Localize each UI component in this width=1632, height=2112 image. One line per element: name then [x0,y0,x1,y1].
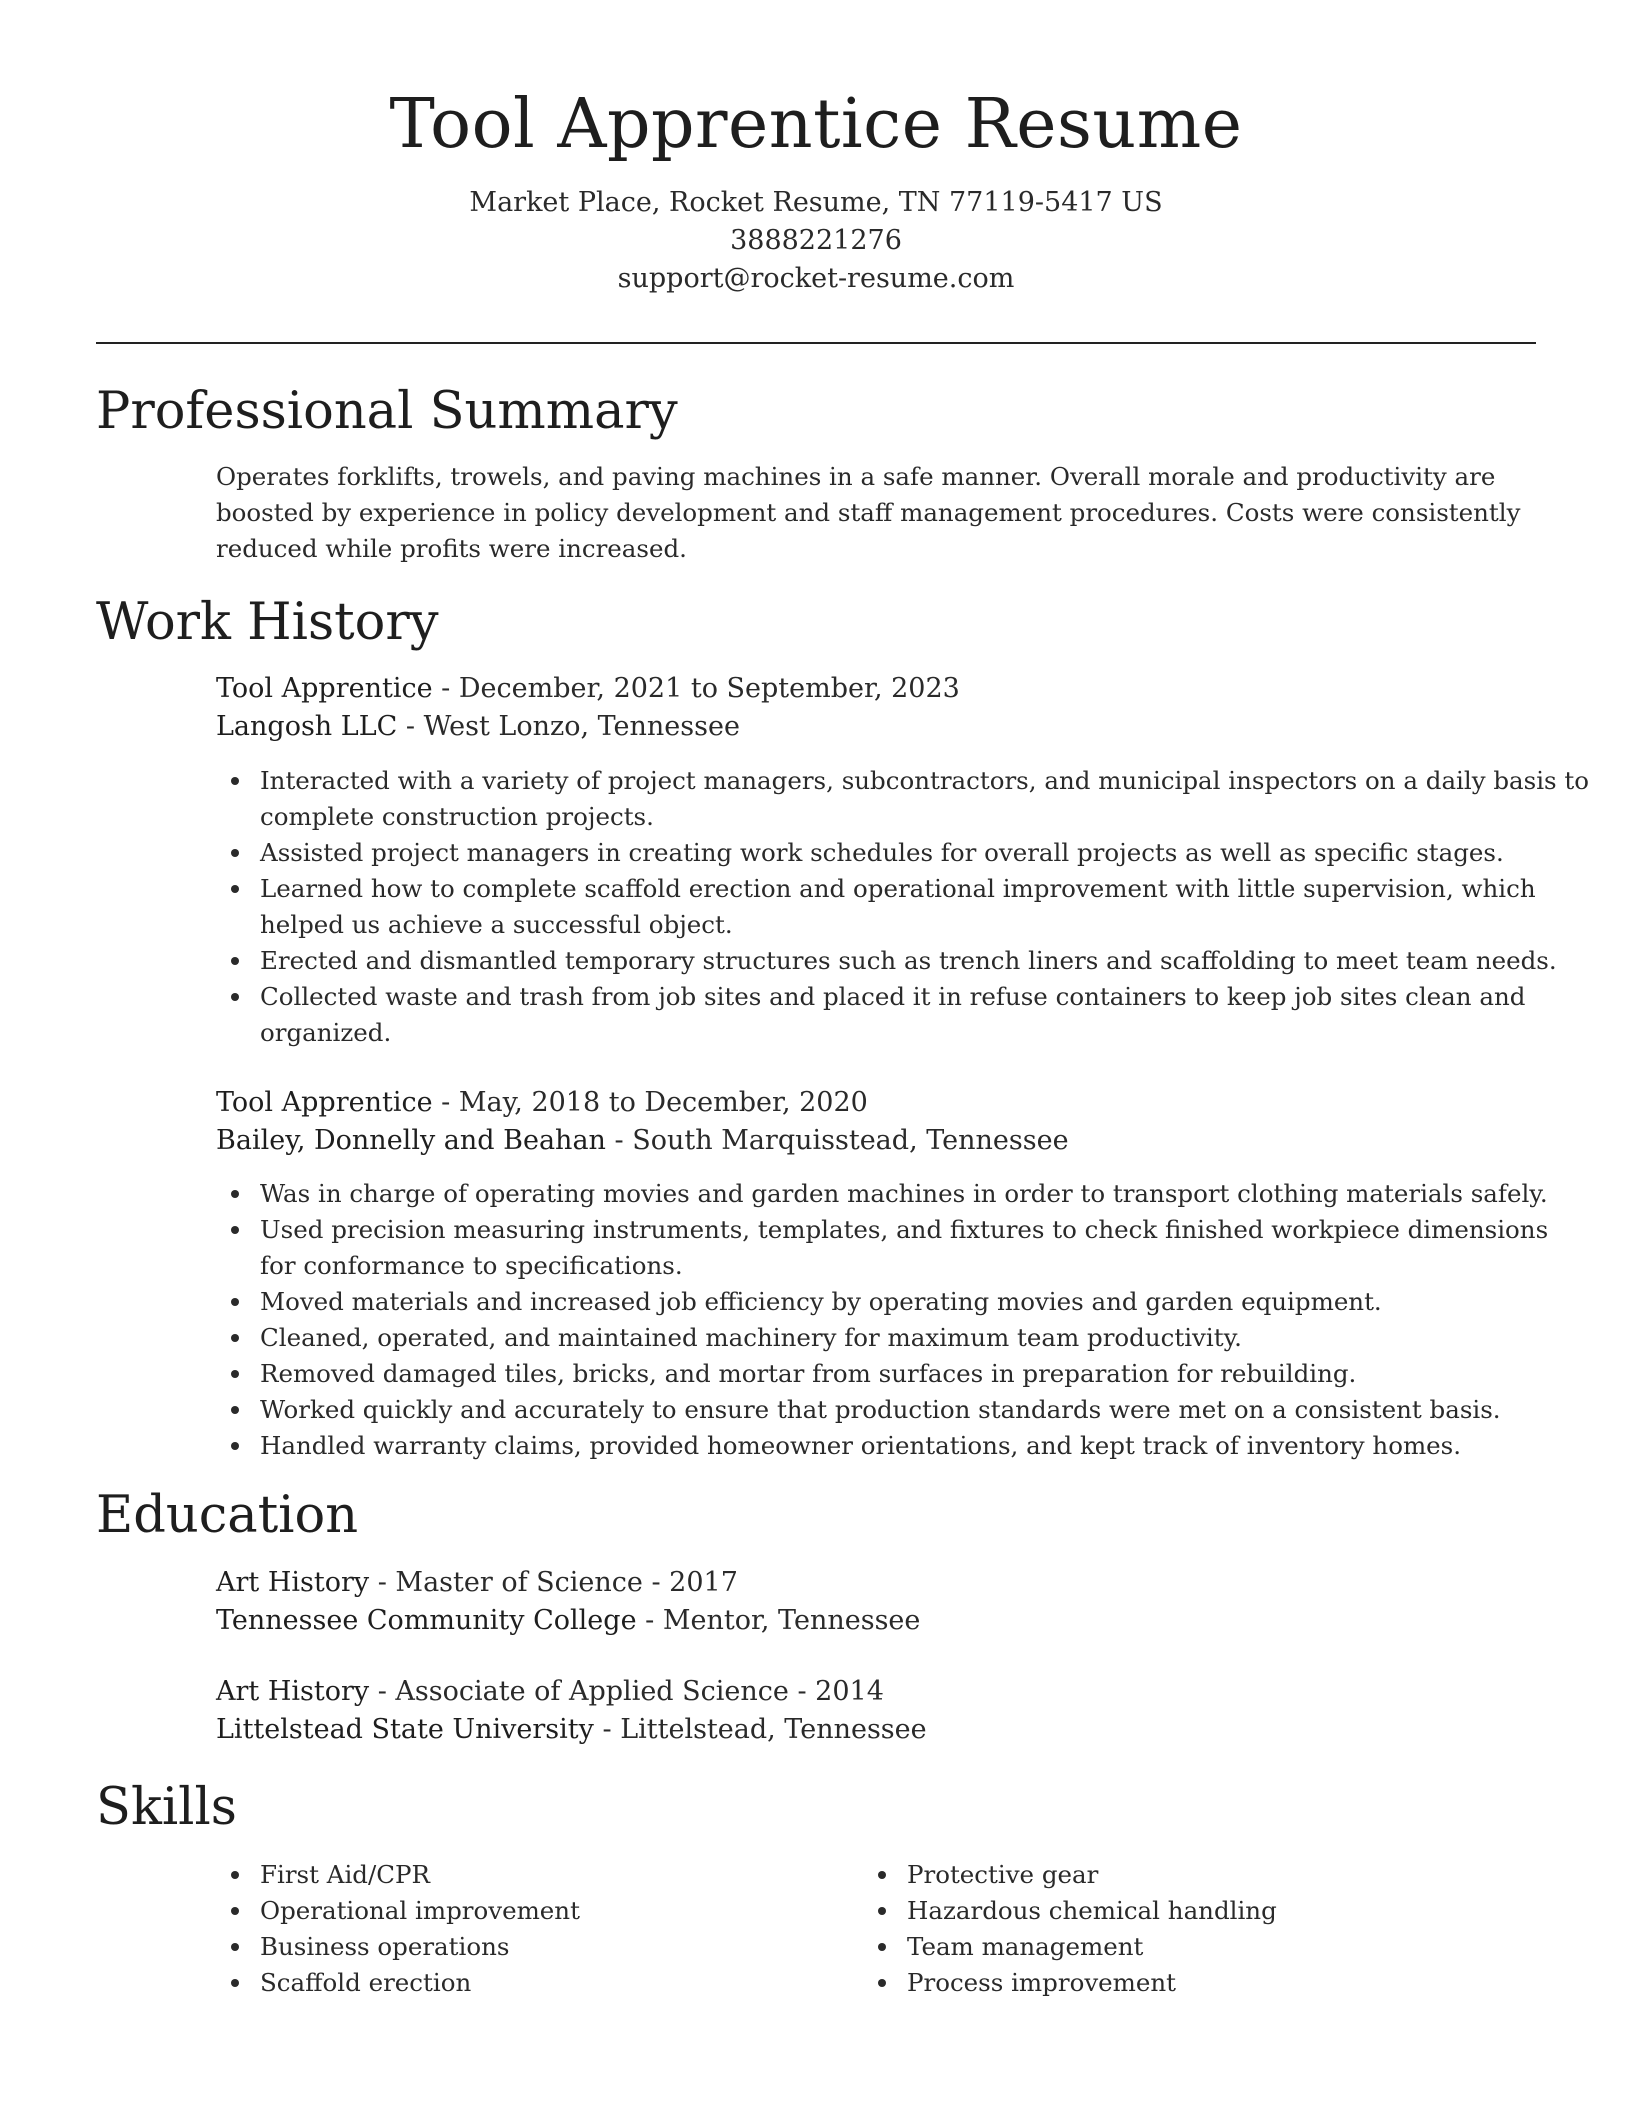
job-dates: - May, 2018 to December, 2020 [432,1087,868,1118]
education-location: - Littelstead, Tennessee [593,1714,927,1745]
skill-item: First Aid/CPR [260,1857,860,1893]
job-bullet: Learned how to complete scaffold erection and operational improvement with little supervision, which helped us achieve a successful object. [260,871,1590,943]
work-history-heading: Work History [96,593,439,652]
job-bullet: Handled warranty claims, provided homeowner orientations, and kept track of inventory homes. [260,1428,1590,1464]
resume-header [96,80,1536,298]
education-school: Littelstead State University [216,1714,594,1745]
summary-heading: Professional Summary [96,382,678,441]
job-bullet: Interacted with a variety of project managers, subcontractors, and municipal inspectors on a daily basis to complete construction projects. [260,763,1590,835]
job-bullet: Cleaned, operated, and maintained machinery for maximum team productivity. [260,1320,1590,1356]
job-company-line [216,708,740,746]
resume-title: Tool Apprentice Resume [389,85,1243,164]
skill-item: Operational improvement [260,1893,860,1929]
header-divider [96,342,1536,344]
job-bullet: Assisted project managers in creating work schedules for overall projects as well as specific stages. [260,835,1590,871]
education-school: Tennessee Community College [216,1605,637,1636]
job-title-line [216,1084,868,1122]
job-bullet: Removed damaged tiles, bricks, and mortar from surfaces in preparation for rebuilding. [260,1356,1590,1392]
job-bullet-list [216,1176,1590,1464]
education-degree: - Associate of Applied Science - 2014 [369,1676,884,1707]
job-location: - West Lonzo, Tennessee [397,711,740,742]
job-bullet: Erected and dismantled temporary structures such as trench liners and scaffolding to meet team needs. [260,943,1590,979]
contact-address: Market Place, Rocket Resume, TN 77119-5417 US [469,187,1163,218]
job-bullet: Used precision measuring instruments, templates, and fixtures to check finished workpiece dimensions for conformance to specifications. [260,1212,1590,1284]
job-company-line [216,1122,1069,1160]
job-bullet: Worked quickly and accurately to ensure that production standards were met on a consistent basis. [260,1392,1590,1428]
job-bullet: Moved materials and increased job efficiency by operating movies and garden equipment. [260,1284,1590,1320]
contact-phone: 3888221276 [730,225,902,256]
job-bullet: Was in charge of operating movies and garden machines in order to transport clothing materials safely. [260,1176,1590,1212]
skills-heading: Skills [96,1778,237,1837]
job-title: Tool Apprentice [216,673,433,704]
education-field: Art History [216,1567,370,1598]
skill-item: Process improvement [907,1965,1507,2001]
education-school-line [216,1602,920,1640]
job-location: - South Marquisstead, Tennessee [605,1125,1069,1156]
summary-text: Operates forklifts, trowels, and paving machines in a safe manner. Overall morale and productivity are boosted by experience in policy development and staff management procedures. Costs were consistently reduced while profits were increased. [216,462,1521,563]
skills-list-right [863,1857,1507,2001]
education-degree-line [216,1564,738,1602]
education-field: Art History [216,1676,370,1707]
job-title-line [216,670,960,708]
education-location: - Mentor, Tennessee [636,1605,921,1636]
job-dates: - December, 2021 to September, 2023 [432,673,960,704]
skill-item: Scaffold erection [260,1965,860,2001]
education-degree-line [216,1673,884,1711]
skill-item: Business operations [260,1929,860,1965]
job-title: Tool Apprentice [216,1087,433,1118]
skill-item: Team management [907,1929,1507,1965]
job-company: Bailey, Donnelly and Beahan [216,1125,606,1156]
education-degree: - Master of Science - 2017 [369,1567,738,1598]
skill-item: Hazardous chemical handling [907,1893,1507,1929]
education-heading: Education [96,1486,359,1545]
skills-list-left [216,1857,860,2001]
skill-item: Protective gear [907,1857,1507,1893]
job-company: Langosh LLC [216,711,398,742]
education-school-line [216,1711,927,1749]
job-bullet: Collected waste and trash from job sites and placed it in refuse containers to keep job sites clean and organized. [260,979,1590,1051]
contact-email: support@rocket-resume.com [617,263,1015,294]
job-bullet-list [216,763,1590,1051]
